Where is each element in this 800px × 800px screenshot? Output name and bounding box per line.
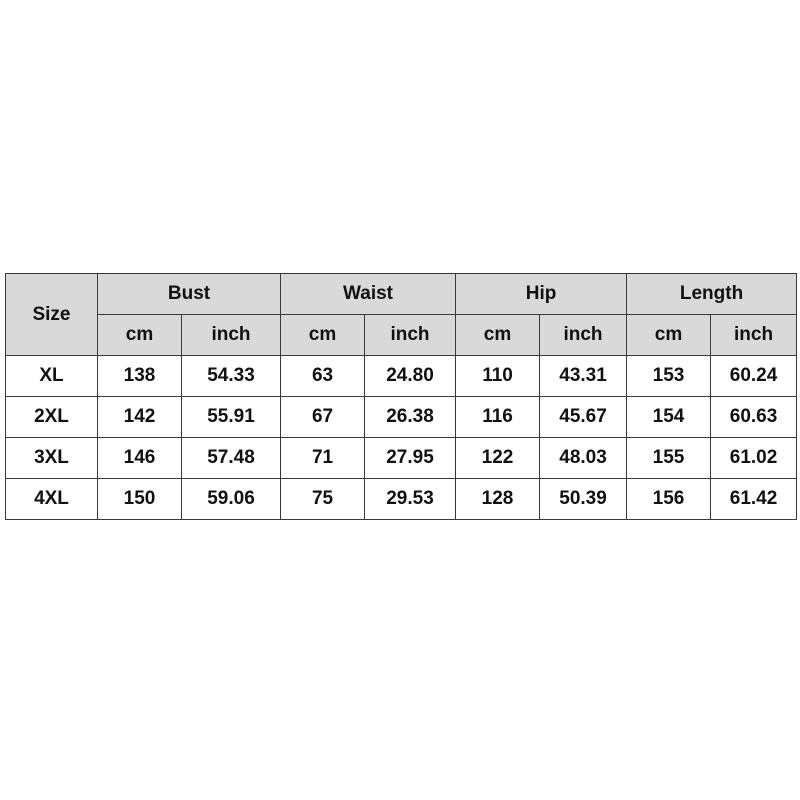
bust-cm-cell: 138 xyxy=(98,356,182,397)
length-inch-cell: 60.63 xyxy=(711,397,797,438)
length-cm-header: cm xyxy=(627,315,711,356)
length-inch-header: inch xyxy=(711,315,797,356)
size-column-header: Size xyxy=(6,274,98,356)
waist-cm-cell: 75 xyxy=(281,479,365,520)
table-row xyxy=(6,356,797,397)
hip-cm-cell: 128 xyxy=(456,479,540,520)
bust-inch-cell: 59.06 xyxy=(182,479,281,520)
hip-inch-cell: 45.67 xyxy=(540,397,627,438)
waist-cm-cell: 71 xyxy=(281,438,365,479)
hip-cm-header: cm xyxy=(456,315,540,356)
bust-inch-cell: 57.48 xyxy=(182,438,281,479)
bust-inch-cell: 55.91 xyxy=(182,397,281,438)
table-row xyxy=(6,438,797,479)
bust-inch-header: inch xyxy=(182,315,281,356)
length-group-header: Length xyxy=(627,274,797,315)
waist-cm-cell: 67 xyxy=(281,397,365,438)
size-cell: 3XL xyxy=(6,438,98,479)
waist-cm-cell: 63 xyxy=(281,356,365,397)
table-header xyxy=(6,274,797,356)
hip-cm-cell: 122 xyxy=(456,438,540,479)
waist-inch-cell: 29.53 xyxy=(365,479,456,520)
table-row xyxy=(6,397,797,438)
waist-inch-cell: 27.95 xyxy=(365,438,456,479)
hip-inch-cell: 50.39 xyxy=(540,479,627,520)
bust-cm-cell: 142 xyxy=(98,397,182,438)
size-cell: 4XL xyxy=(6,479,98,520)
length-cm-cell: 153 xyxy=(627,356,711,397)
length-inch-cell: 61.42 xyxy=(711,479,797,520)
hip-inch-header: inch xyxy=(540,315,627,356)
bust-cm-header: cm xyxy=(98,315,182,356)
hip-group-header: Hip xyxy=(456,274,627,315)
header-row-units xyxy=(6,315,797,356)
length-inch-cell: 60.24 xyxy=(711,356,797,397)
bust-cm-cell: 146 xyxy=(98,438,182,479)
length-inch-cell: 61.02 xyxy=(711,438,797,479)
size-chart-table xyxy=(5,273,797,520)
hip-inch-cell: 48.03 xyxy=(540,438,627,479)
bust-cm-cell: 150 xyxy=(98,479,182,520)
bust-group-header: Bust xyxy=(98,274,281,315)
hip-inch-cell: 43.31 xyxy=(540,356,627,397)
size-cell: XL xyxy=(6,356,98,397)
waist-inch-cell: 24.80 xyxy=(365,356,456,397)
waist-inch-cell: 26.38 xyxy=(365,397,456,438)
hip-cm-cell: 116 xyxy=(456,397,540,438)
bust-inch-cell: 54.33 xyxy=(182,356,281,397)
table-row xyxy=(6,479,797,520)
table-body xyxy=(6,356,797,520)
waist-inch-header: inch xyxy=(365,315,456,356)
waist-group-header: Waist xyxy=(281,274,456,315)
length-cm-cell: 154 xyxy=(627,397,711,438)
header-row-groups xyxy=(6,274,797,315)
size-cell: 2XL xyxy=(6,397,98,438)
length-cm-cell: 156 xyxy=(627,479,711,520)
waist-cm-header: cm xyxy=(281,315,365,356)
length-cm-cell: 155 xyxy=(627,438,711,479)
hip-cm-cell: 110 xyxy=(456,356,540,397)
